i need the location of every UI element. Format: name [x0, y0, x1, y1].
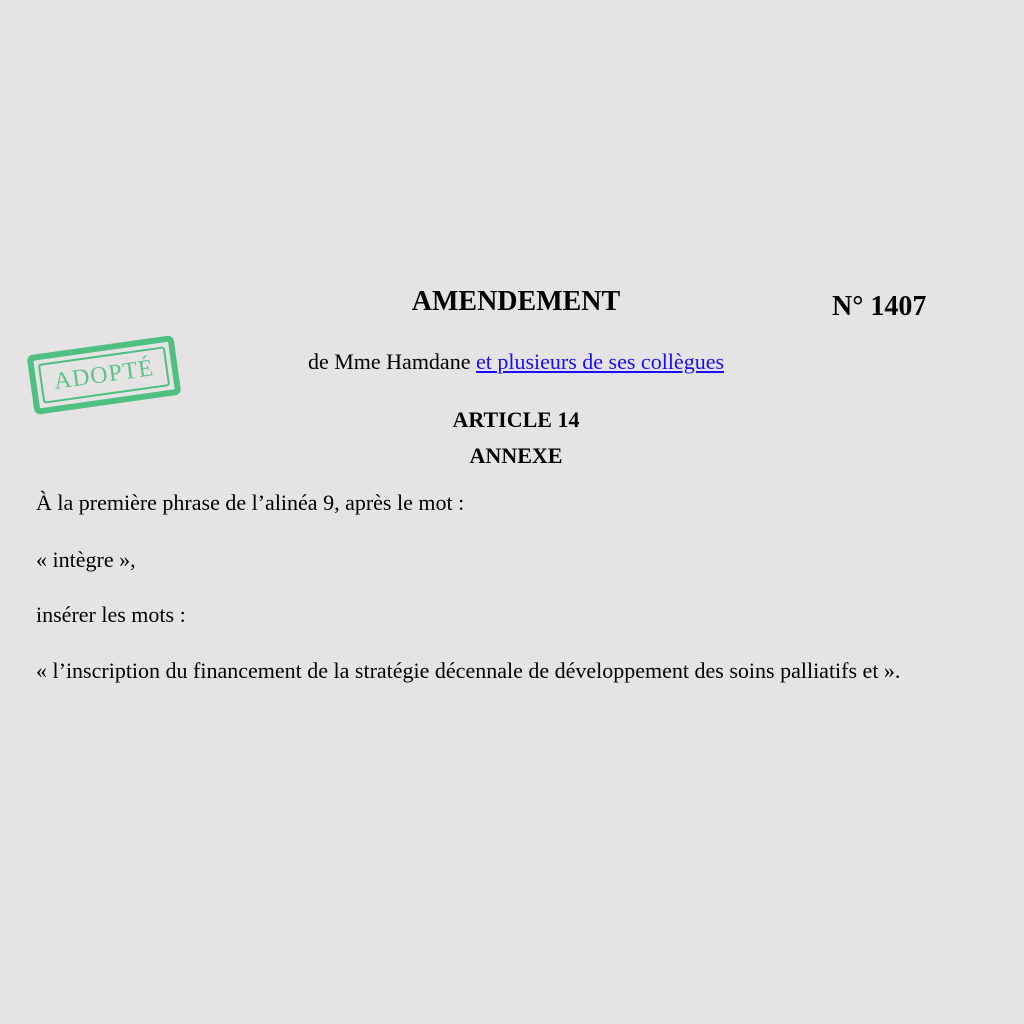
article-annex: ANNEXE [469, 443, 563, 468]
body-paragraph-2: « intègre », [36, 547, 136, 572]
body-paragraph-4: « l’inscription du financement de la stratégie décennale de développement des soins palliatifs et ». [36, 658, 901, 683]
amendment-title: AMENDEMENT [411, 286, 621, 317]
author-line [0, 347, 1024, 377]
amendment-number: N° 1407 [832, 291, 927, 322]
author-prefix: de Mme Hamdane [307, 349, 476, 374]
colleagues-link[interactable]: et plusieurs de ses collègues [475, 349, 725, 374]
body-paragraph-1: À la première phrase de l’alinéa 9, après le mot : [36, 490, 465, 515]
article-number: ARTICLE 14 [452, 407, 580, 432]
stamp-label: ADOPTÉ [52, 354, 156, 395]
article-heading [0, 402, 1024, 474]
body-paragraph-3: insérer les mots : [36, 602, 186, 627]
